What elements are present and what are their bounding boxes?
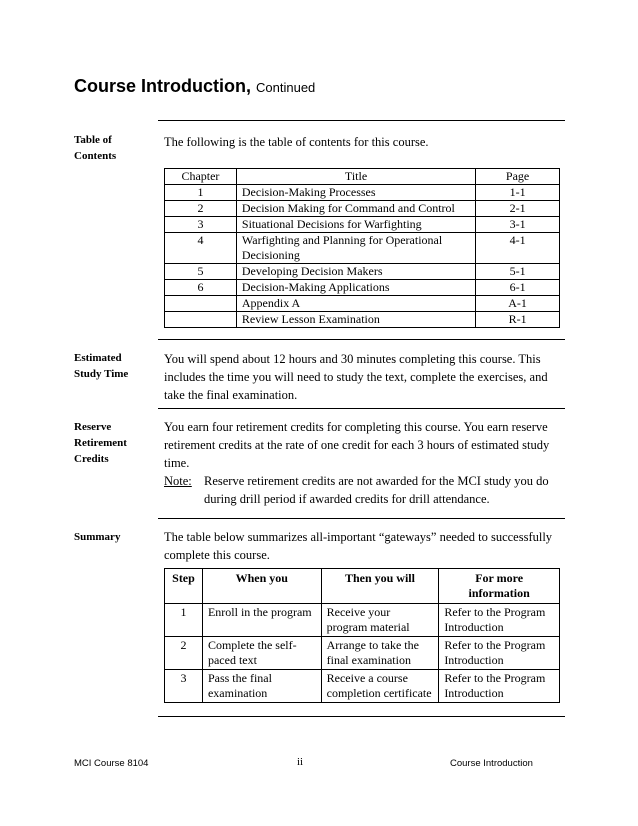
reserve-text: You earn four retirement credits for completing this course. You earn reserve retirement credits at the rate of one credit for each 3 hours of estimated study time.: [164, 420, 550, 470]
reserve-label-line: Credits: [74, 453, 109, 465]
toc-label: [74, 132, 116, 164]
table-row: [165, 264, 560, 280]
toc-page: 4-1: [476, 233, 560, 264]
step-when: Enroll in the program: [202, 604, 321, 637]
table-row: [165, 280, 560, 296]
toc-col-title: Title: [236, 169, 475, 185]
step-info: Refer to the Program Introduction: [439, 670, 560, 703]
toc-chapter: 2: [165, 201, 237, 217]
toc-chapter: 4: [165, 233, 237, 264]
col-then-you-will: Then you will: [321, 569, 439, 604]
toc-title: Review Lesson Examination: [236, 312, 475, 328]
toc-col-page: Page: [476, 169, 560, 185]
table-row: [165, 670, 560, 703]
gateways-table: [164, 568, 560, 703]
col-more-info: For more information: [439, 569, 560, 604]
step-when: Pass the final examination: [202, 670, 321, 703]
note-text: Reserve retirement credits are not awarded for the MCI study you do during drill period if awarded credits for drill attendance.: [204, 474, 549, 506]
toc-page: A-1: [476, 296, 560, 312]
toc-col-chapter: Chapter: [165, 169, 237, 185]
step-then: Arrange to take the final examination: [321, 637, 439, 670]
study-time-label: [74, 350, 128, 382]
toc-label-line: Contents: [74, 150, 117, 162]
step-number: 3: [165, 670, 203, 703]
toc-title: Warfighting and Planning for Operational Decisioning: [236, 233, 475, 264]
reserve-note: [164, 472, 564, 506]
toc-chapter: 6: [165, 280, 237, 296]
reserve-label-line: Retirement: [74, 437, 127, 449]
toc-page: 1-1: [476, 185, 560, 201]
note-label: Note:: [164, 474, 192, 488]
toc-page: 2-1: [476, 201, 560, 217]
footer-section: Course Introduction: [450, 758, 533, 769]
page-title: [74, 76, 315, 97]
step-info: Refer to the Program Introduction: [439, 604, 560, 637]
page-title-continued: Continued: [256, 80, 316, 95]
study-time-label-line: Estimated: [74, 352, 122, 364]
toc-chapter: [165, 312, 237, 328]
toc-chapter: 5: [165, 264, 237, 280]
footer-page-number: ii: [297, 756, 304, 768]
toc-title: Decision Making for Command and Control: [236, 201, 475, 217]
table-row: [165, 637, 560, 670]
toc-table: [164, 168, 560, 328]
section-divider: [158, 408, 565, 409]
table-row: [165, 185, 560, 201]
summary-intro: The table below summarizes all-important “gateways” needed to successfully complete this course.: [164, 530, 553, 562]
toc-title: Appendix A: [236, 296, 475, 312]
toc-page: 3-1: [476, 217, 560, 233]
step-then: Receive your program material: [321, 604, 439, 637]
table-row: [165, 296, 560, 312]
step-then: Receive a course completion certificate: [321, 670, 439, 703]
step-when: Complete the self-paced text: [202, 637, 321, 670]
toc-page: 6-1: [476, 280, 560, 296]
toc-title: Decision-Making Processes: [236, 185, 475, 201]
toc-header-row: [165, 169, 560, 185]
toc-label-line: Table of: [74, 134, 112, 146]
table-row: [165, 217, 560, 233]
toc-page: R-1: [476, 312, 560, 328]
toc-chapter: 3: [165, 217, 237, 233]
reserve-label-line: Reserve: [74, 421, 112, 433]
table-row: [165, 233, 560, 264]
step-info: Refer to the Program Introduction: [439, 637, 560, 670]
toc-chapter: [165, 296, 237, 312]
study-time-text: You will spend about 12 hours and 30 minutes completing this course. This includes the time you will need to study the text, complete the exercises, and take the final examination.: [164, 352, 548, 402]
toc-title: Developing Decision Makers: [236, 264, 475, 280]
section-divider: [158, 339, 565, 340]
table-row: [165, 201, 560, 217]
col-step: Step: [165, 569, 203, 604]
toc-chapter: 1: [165, 185, 237, 201]
table-row: [165, 312, 560, 328]
footer-course: MCI Course 8104: [74, 758, 149, 769]
summary-label: Summary: [74, 531, 121, 543]
study-time-label-line: Study Time: [74, 368, 129, 380]
toc-title: Decision-Making Applications: [236, 280, 475, 296]
reserve-label: [74, 419, 127, 467]
gateways-header-row: [165, 569, 560, 604]
toc-intro: The following is the table of contents for this course.: [164, 135, 429, 149]
section-divider: [158, 716, 565, 717]
toc-title: Situational Decisions for Warfighting: [236, 217, 475, 233]
section-divider: [158, 120, 565, 121]
col-when-you: When you: [202, 569, 321, 604]
section-divider: [158, 518, 565, 519]
step-number: 1: [165, 604, 203, 637]
toc-page: 5-1: [476, 264, 560, 280]
page-title-main: Course Introduction,: [74, 76, 251, 96]
step-number: 2: [165, 637, 203, 670]
table-row: [165, 604, 560, 637]
